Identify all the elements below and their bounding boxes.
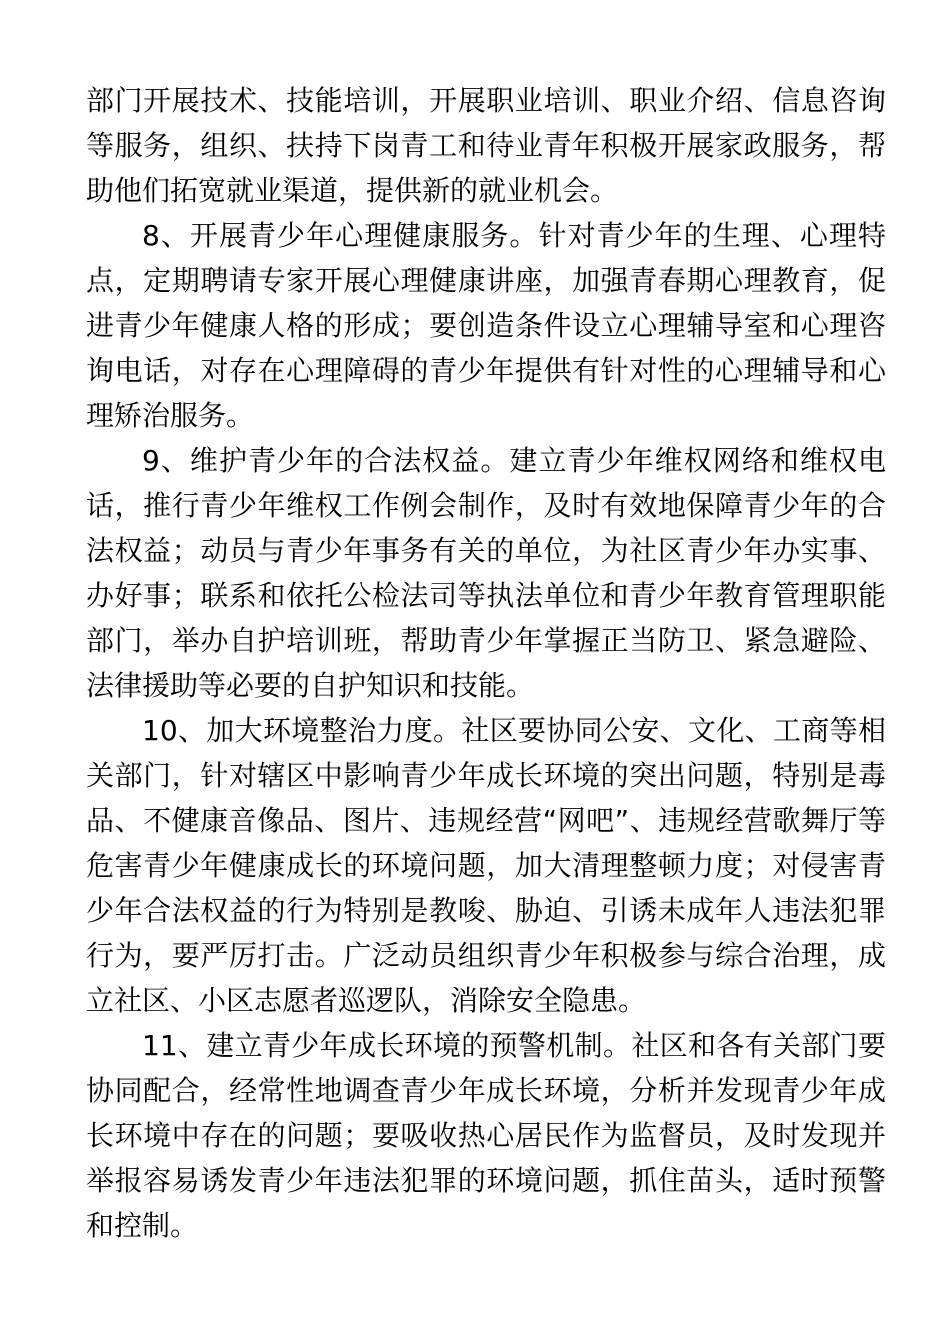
paragraph-item-8: 8、开展青少年心理健康服务。针对青少年的生理、心理特点，定期聘请专家开展心理健康讲座，加强青春期心理教育，促进青少年健康人格的形成；要创造条件设立心理辅导室和心理咨询电话，对存在心理障碍的青少年提供有针对性的心理辅导和心理矫治服务。 [86, 219, 886, 432]
paragraph-continuation: 部门开展技术、技能培训，开展职业培训、职业介绍、信息咨询等服务，组织、扶持下岗青工和待业青年积极开展家政服务，帮助他们拓宽就业渠道，提供新的就业机会。 [86, 84, 886, 207]
paragraph-item-9: 9、维护青少年的合法权益。建立青少年维权网络和维权电话，推行青少年维权工作例会制作，及时有效地保障青少年的合法权益；动员与青少年事务有关的单位，为社区青少年办实事、办好事；联系和依托公检法司等执法单位和青少年教育管理职能部门，举办自护培训班，帮助青少年掌握正当防卫、紧急避险、法律援助等必要的自护知识和技能。 [86, 444, 886, 702]
paragraph-item-11: 11、建立青少年成长环境的预警机制。社区和各有关部门要协同配合，经常性地调查青少年成长环境，分析并发现青少年成长环境中存在的问题；要吸收热心居民作为监督员，及时发现并举报容易诱发青少年违法犯罪的环境问题，抓住苗头，适时预警和控制。 [86, 1029, 886, 1242]
paragraph-item-10: 10、加大环境整治力度。社区要协同公安、文化、工商等相关部门，针对辖区中影响青少年成长环境的突出问题，特别是毒品、不健康音像品、图片、违规经营“网吧”、违规经营歌舞厅等危害青少年健康成长的环境问题，加大清理整顿力度；对侵害青少年合法权益的行为特别是教唆、胁迫、引诱未成年人违法犯罪行为，要严厉打击。广泛动员组织青少年积极参与综合治理，成立社区、小区志愿者巡逻队，消除安全隐患。 [86, 714, 886, 1017]
document-page [86, 78, 886, 1248]
